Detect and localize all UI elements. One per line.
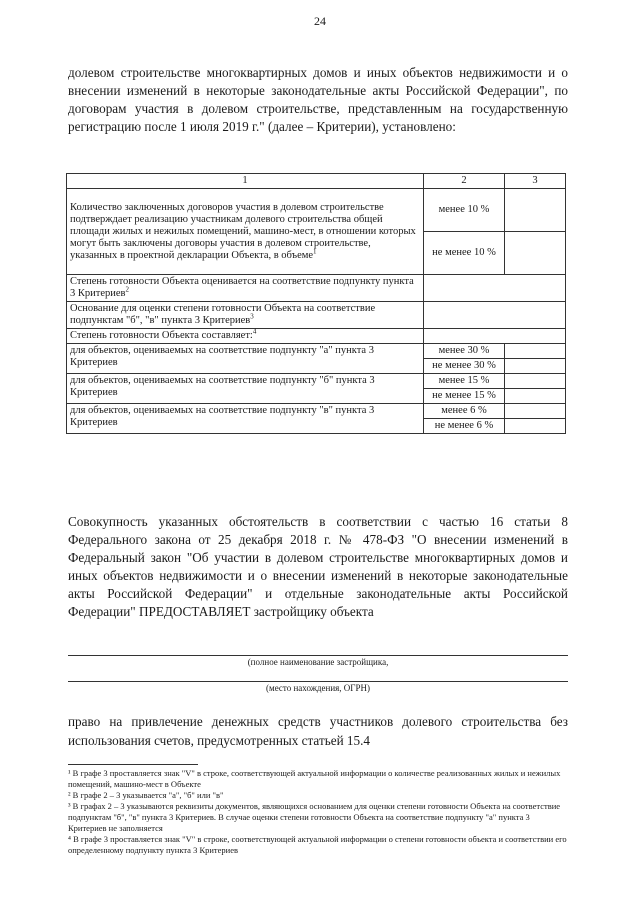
row-a-mark-2 [505,359,566,374]
tail-paragraph [68,712,568,750]
row-a-mark-1 [505,344,566,359]
table-row [67,374,566,389]
footnote-2: ² В графе 2 – 3 указывается "а", "б" или "в" [68,790,224,800]
row-a-option-1: менее 30 % [424,344,505,359]
footnote-4: ⁴ В графе 3 проставляется знак "V" в строке, соответствующей актуальной информации о степени готовности объекта и соответствии его определенному подпункту пункта 3 Критериев [68,834,567,855]
criteria-table [66,173,566,434]
header-col-2: 2 [424,174,505,189]
table-row [67,344,566,359]
table-row [67,404,566,419]
row-readiness-value [424,329,566,344]
developer-location-line [68,681,568,682]
row-readiness-subitem-label: Степень готовности Объекта оценивается на соответствие подпункту пункта 3 Критериев$^2$ [67,275,424,302]
table-row [67,189,566,232]
row-readiness-label: Степень готовности Объекта составляет:$^4$ [67,329,424,344]
table-header-row [67,174,566,189]
footnote-3: ³ В графах 2 – 3 указываются реквизиты документов, являющихся основанием для оценки степени готовности Объекта на соответствие подпунктам "б", "в" пункта 3 Критериев. В случае оценки степени готовности Объекта на соответствие подпункту "а" пункта 3 Критериев не заполняется [68,801,561,833]
tail-text: право на привлечение денежных средств участников долевого строительства без использования счетов, предусмотренных статьей 15.4 [68,714,568,748]
row-v-mark-2 [505,419,566,434]
row-contracts-option-2: не менее 10 % [424,232,505,275]
developer-name-line [68,655,568,656]
page-number: 24 [314,14,326,28]
header-col-1: 1 [67,174,424,189]
row-basis-value [424,302,566,329]
row-contracts-mark-2 [505,232,566,275]
conclusion-text: Совокупность указанных обстоятельств в соответствии с частью 16 статьи 8 Федерального закона от 25 декабря 2018 г. № 478-ФЗ "О внесении изменений в Федеральный закон "Об участии в долевом строительстве многоквартирных домов и иных объектов недвижимости и о внесении изменений в некоторые законодательные акты Российской Федерации" и отдельные законодательные акты Российской Федерации" ПРЕДОСТАВЛЯЕТ застройщику объекта [68,514,568,619]
row-v-option-1: менее 6 % [424,404,505,419]
table-row [67,329,566,344]
footnotes [68,768,568,856]
row-readiness-subitem-value [424,275,566,302]
developer-name-caption: (полное наименование застройщика, [247,657,389,667]
row-a-option-2: не менее 30 % [424,359,505,374]
row-b-option-1: менее 15 % [424,374,505,389]
intro-paragraph [68,64,568,136]
row-basis-label: Основание для оценки степени готовности Объекта на соответствие подпунктам "б", "в" пункта 3 Критериев$^3$ [67,302,424,329]
row-b-option-2: не менее 15 % [424,389,505,404]
row-contracts-mark-1 [505,189,566,232]
row-v-mark-1 [505,404,566,419]
footnote-separator [68,764,198,765]
row-contracts-option-1: менее 10 % [424,189,505,232]
developer-location-caption: (место нахождения, ОГРН) [266,683,370,693]
footnote-1: ¹ В графе 3 проставляется знак "V" в строке, соответствующей актуальной информации о количестве реализованных жилых и нежилых помещений, машино-мест в Объекте [68,768,561,789]
row-b-label: для объектов, оцениваемых на соответствие подпункту "б" пункта 3 Критериев [67,374,424,404]
row-b-mark-1 [505,374,566,389]
conclusion-paragraph [68,513,568,621]
row-v-label: для объектов, оцениваемых на соответствие подпункту "в" пункта 3 Критериев [67,404,424,434]
row-b-mark-2 [505,389,566,404]
header-col-3: 3 [505,174,566,189]
row-v-option-2: не менее 6 % [424,419,505,434]
table-row [67,302,566,329]
intro-text: долевом строительстве многоквартирных домов и иных объектов недвижимости и о внесении изменений в некоторые законодательные акты Российской Федерации", по договорам участия в долевом строительстве, представленным на государственную регистрацию после 1 июля 2019 г." (далее – Критерии), установлено: [68,65,568,134]
table-row [67,275,566,302]
row-contracts-label: Количество заключенных договоров участия в долевом строительстве подтверждает реализацию участникам долевого строительства общей площади жилых и нежилых помещений, машино-мест, в отношении которых могут быть заключены договоры участия в долевом строительстве, указанных в проектной декларации Объекта, в объеме$^1$ [67,189,424,275]
row-a-label: для объектов, оцениваемых на соответствие подпункту "а" пункта 3 Критериев [67,344,424,374]
